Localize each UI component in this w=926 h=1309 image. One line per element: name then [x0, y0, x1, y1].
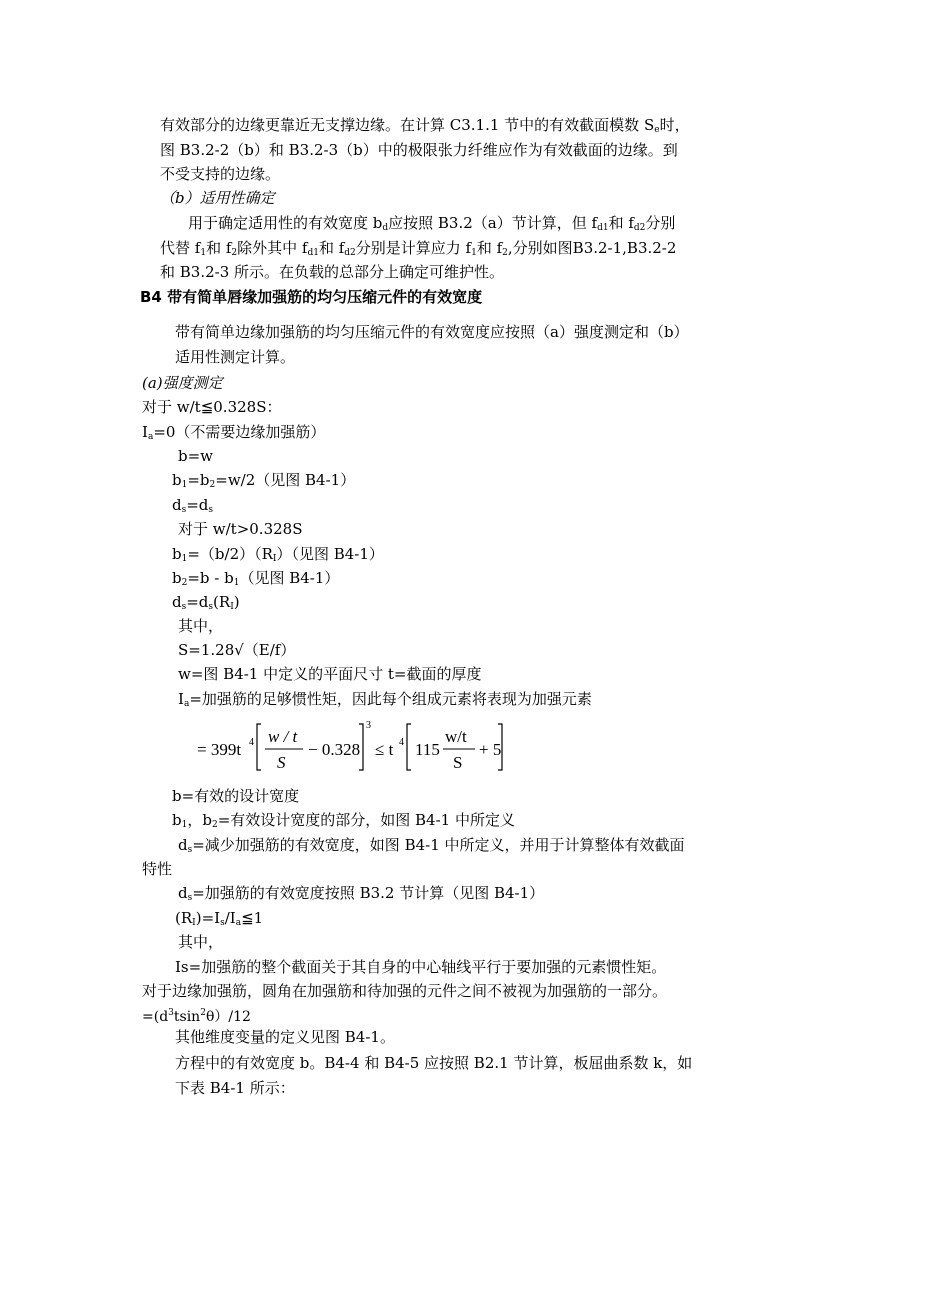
- formula-line: $b_1=b_2=w/2$（见图 B4-1）: [172, 471, 356, 490]
- formula-line: S=1.28√（E/f）: [178, 641, 296, 659]
- definition-line: 特性: [142, 860, 173, 878]
- definition-line: w=图 B4-1 中定义的平面尺寸 t=截面的厚度: [178, 665, 482, 683]
- definition-line: b=有效的设计宽度: [172, 787, 300, 805]
- svg-text:≤ t: ≤ t: [375, 740, 394, 759]
- formula-line: b=w: [178, 447, 214, 465]
- paragraph-line: 方程中的有效宽度 b。B4-4 和 B4-5 应按照 B2.1 节计算，板屈曲系数 k，如: [175, 1054, 693, 1072]
- formula-line: $(R_I)=I_s/I_a≦1$: [175, 909, 264, 928]
- subsection-heading: (a)强度测定: [142, 374, 223, 392]
- section-title: B4 带有简单唇缘加强筋的均匀压缩元件的有效宽度: [140, 288, 483, 306]
- formula-line: $d_s=d_s$: [172, 496, 214, 515]
- left-bracket: [257, 724, 261, 770]
- svg-text:4: 4: [399, 737, 404, 748]
- svg-text:− 0.328: − 0.328: [308, 740, 361, 759]
- condition-line: 对于 w/t>0.328S: [178, 520, 303, 538]
- paragraph-line: 不受支持的边缘。: [160, 165, 281, 183]
- definition-line: Is=加强筋的整个截面关于其自身的中心轴线平行于要加强的元素惯性矩。: [175, 958, 667, 976]
- subsection-heading: （b）适用性确定: [160, 189, 275, 207]
- paragraph-line: 图 B3.2-2（b）和 B3.2-3（b）中的极限张力纤维应作为有效截面的边缘。到: [160, 141, 678, 159]
- condition-line: 对于 w/t≦0.328S：: [142, 398, 282, 416]
- definition-line: $d_s=$减少加强筋的有效宽度，如图 B4-1 中所定义，并用于计算整体有效截面: [178, 836, 685, 855]
- left-bracket: [407, 724, 411, 770]
- stiffener-inertia-equation: [195, 712, 525, 782]
- paragraph-line: 有效部分的边缘更靠近无支撑边缘。在计算 C3.1.1 节中的有效截面模数 $S_e$时，: [160, 116, 690, 135]
- svg-text:S: S: [453, 753, 463, 772]
- eq-lhs: = 399t: [197, 740, 242, 759]
- formula-line: $I_a=0$（不需要边缘加强筋）: [142, 423, 326, 442]
- paragraph-line: 其中，: [178, 933, 224, 951]
- paragraph-line: 其中，: [178, 617, 224, 635]
- paragraph-line: 适用性测定计算。: [175, 348, 296, 366]
- svg-text:+ 5: + 5: [479, 740, 502, 759]
- definition-line: $b_1$，$b_2=$有效设计宽度的部分，如图 B4-1 中所定义: [172, 811, 515, 830]
- paragraph-line: 和 B3.2-3 所示。在负载的总部分上确定可维护性。: [160, 263, 505, 281]
- svg-text:115: 115: [415, 740, 440, 759]
- svg-text:3: 3: [366, 720, 371, 731]
- definition-line: 对于边缘加强筋，圆角在加强筋和待加强的元件之间不被视为加强筋的一部分。: [142, 982, 668, 1000]
- definition-line: $I_a=$加强筋的足够惯性矩，因此每个组成元素将表现为加强元素: [178, 690, 592, 709]
- svg-text:4: 4: [249, 737, 254, 748]
- formula-line: $=(d^3tsin^2\theta)/12$: [142, 1008, 251, 1025]
- paragraph-line: 下表 B4-1 所示：: [175, 1079, 295, 1097]
- paragraph-line: 其他维度变量的定义见图 B4-1。: [175, 1028, 395, 1046]
- formula-line: $b_1=(b/2)(R_I)$（见图 B4-1）: [172, 545, 384, 564]
- formula-line: $d_s=d_s(R_I)$: [172, 593, 240, 612]
- svg-text:w/t: w/t: [445, 727, 467, 746]
- svg-text:S: S: [277, 753, 286, 772]
- paragraph-line: 用于确定适用性的有效宽度 $b_d$应按照 B3.2（a）节计算，但 $f_{d1}$和 $f_{d2}$分别: [188, 214, 676, 233]
- formula-line: $b_2=b - b_1$（见图 B4-1）: [172, 569, 340, 588]
- paragraph-line: 代替 $f_1$和 $f_2$除外其中 $f_{d1}$和 $f_{d2}$分别是计算应力 $f_1$和 $f_2$,分别如图B3.2-1,B3.2-2: [160, 239, 677, 258]
- svg-text:w / t: w / t: [268, 727, 298, 746]
- definition-line: $d_s=$加强筋的有效宽度按照 B3.2 节计算（见图 B4-1）: [178, 884, 545, 903]
- paragraph-line: 带有简单边缘加强筋的均匀压缩元件的有效宽度应按照（a）强度测定和（b）: [175, 323, 689, 341]
